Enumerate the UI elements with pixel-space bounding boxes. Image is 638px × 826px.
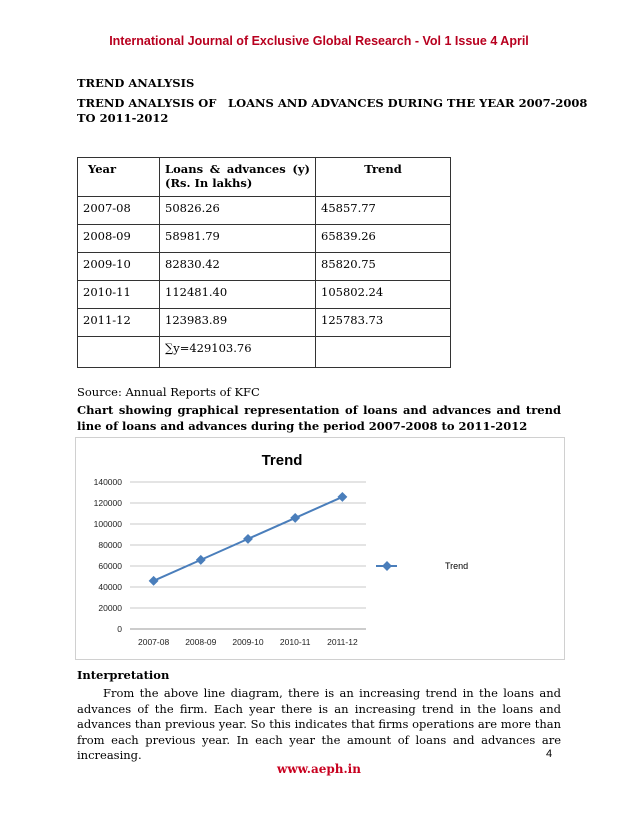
header-loans <box>160 158 316 197</box>
subtitle-right: LOANS AND ADVANCES DURING THE YEAR 2007-2008 <box>228 96 588 110</box>
y-tick-label: 40000 <box>98 582 122 592</box>
cell-trend: 65839.26 <box>316 225 451 253</box>
cell-trend: 105802.24 <box>316 281 451 309</box>
legend-marker <box>382 561 392 571</box>
cell-trend: 85820.75 <box>316 253 451 281</box>
trend-series <box>149 492 348 586</box>
trend-table <box>77 157 451 368</box>
cell-loans: 112481.40 <box>160 281 316 309</box>
cell-loans: 123983.89 <box>160 309 316 337</box>
data-point <box>337 492 347 502</box>
subtitle-left: TREND ANALYSIS OF <box>77 96 217 110</box>
cell-year: 2007-08 <box>78 197 160 225</box>
cell-trend: 125783.73 <box>316 309 451 337</box>
cell-loans: 82830.42 <box>160 253 316 281</box>
table-row <box>78 197 451 225</box>
x-tick-label: 2011-12 <box>327 637 358 647</box>
trend-chart <box>76 438 564 659</box>
cell-year: 2010-11 <box>78 281 160 309</box>
y-tick-label: 100000 <box>93 519 122 529</box>
x-tick-label: 2007-08 <box>137 637 170 647</box>
legend-label: Trend <box>445 561 469 571</box>
cell-year: 2011-12 <box>78 309 160 337</box>
x-tick-label: 2008-09 <box>185 637 217 647</box>
x-tick-label: 2010-11 <box>279 637 311 647</box>
section-title: TREND ANALYSIS <box>77 76 195 90</box>
header-loans-line1: Loans & advances (y) <box>165 162 310 176</box>
data-point <box>149 576 159 586</box>
header-loans-line2: (Rs. In lakhs) <box>165 176 253 190</box>
table-row <box>78 225 451 253</box>
gridlines <box>130 482 366 629</box>
header-trend: Trend <box>316 158 451 197</box>
table-row <box>78 253 451 281</box>
chart-caption: Chart showing graphical representation of loans and advances and trend line of loans and advances during the period 2007-2008 to 2011-2012 <box>77 403 561 433</box>
y-tick-label: 80000 <box>98 540 122 550</box>
source-note: Source: Annual Reports of KFC <box>77 385 260 399</box>
cell-sum: ∑y=429103.76 <box>160 337 316 368</box>
interpretation-heading: Interpretation <box>77 668 170 682</box>
y-tick-label: 120000 <box>93 498 122 508</box>
legend <box>376 561 468 571</box>
data-point <box>196 555 206 565</box>
x-tick-label: 2009-10 <box>232 637 264 647</box>
x-tick-labels <box>138 637 358 647</box>
table-header-row <box>78 158 451 197</box>
subtitle-line2: TO 2011-2012 <box>77 111 169 125</box>
chart-frame <box>75 437 565 660</box>
y-tick-label: 0 <box>117 624 122 634</box>
table-row <box>78 309 451 337</box>
table-sum-row <box>78 337 451 368</box>
cell-year: 2008-09 <box>78 225 160 253</box>
header-year: Year <box>78 158 160 197</box>
cell-year: 2009-10 <box>78 253 160 281</box>
y-tick-labels <box>94 477 123 634</box>
footer-url: www.aeph.in <box>277 762 361 776</box>
data-point <box>243 534 253 544</box>
cell-loans: 58981.79 <box>160 225 316 253</box>
journal-header: International Journal of Exclusive Global Research - Vol 1 Issue 4 April <box>109 34 529 48</box>
interpretation-paragraph: From the above line diagram, there is an increasing trend in the loans and advances of the firm. Each year there is an increasing trend in the loans and advances than previous year. So this indicates that firms operations are more than from each previous year. In each year the amount of loans and advances are increasing. <box>77 686 561 762</box>
cell-empty <box>78 337 160 368</box>
cell-loans: 50826.26 <box>160 197 316 225</box>
chart-title: Trend <box>261 452 303 469</box>
table-row <box>78 281 451 309</box>
data-point <box>290 513 300 523</box>
y-tick-label: 60000 <box>98 561 122 571</box>
y-tick-label: 140000 <box>93 477 122 487</box>
page-number: 4 <box>546 748 553 760</box>
cell-empty <box>316 337 451 368</box>
y-tick-label: 20000 <box>98 603 122 613</box>
cell-trend: 45857.77 <box>316 197 451 225</box>
